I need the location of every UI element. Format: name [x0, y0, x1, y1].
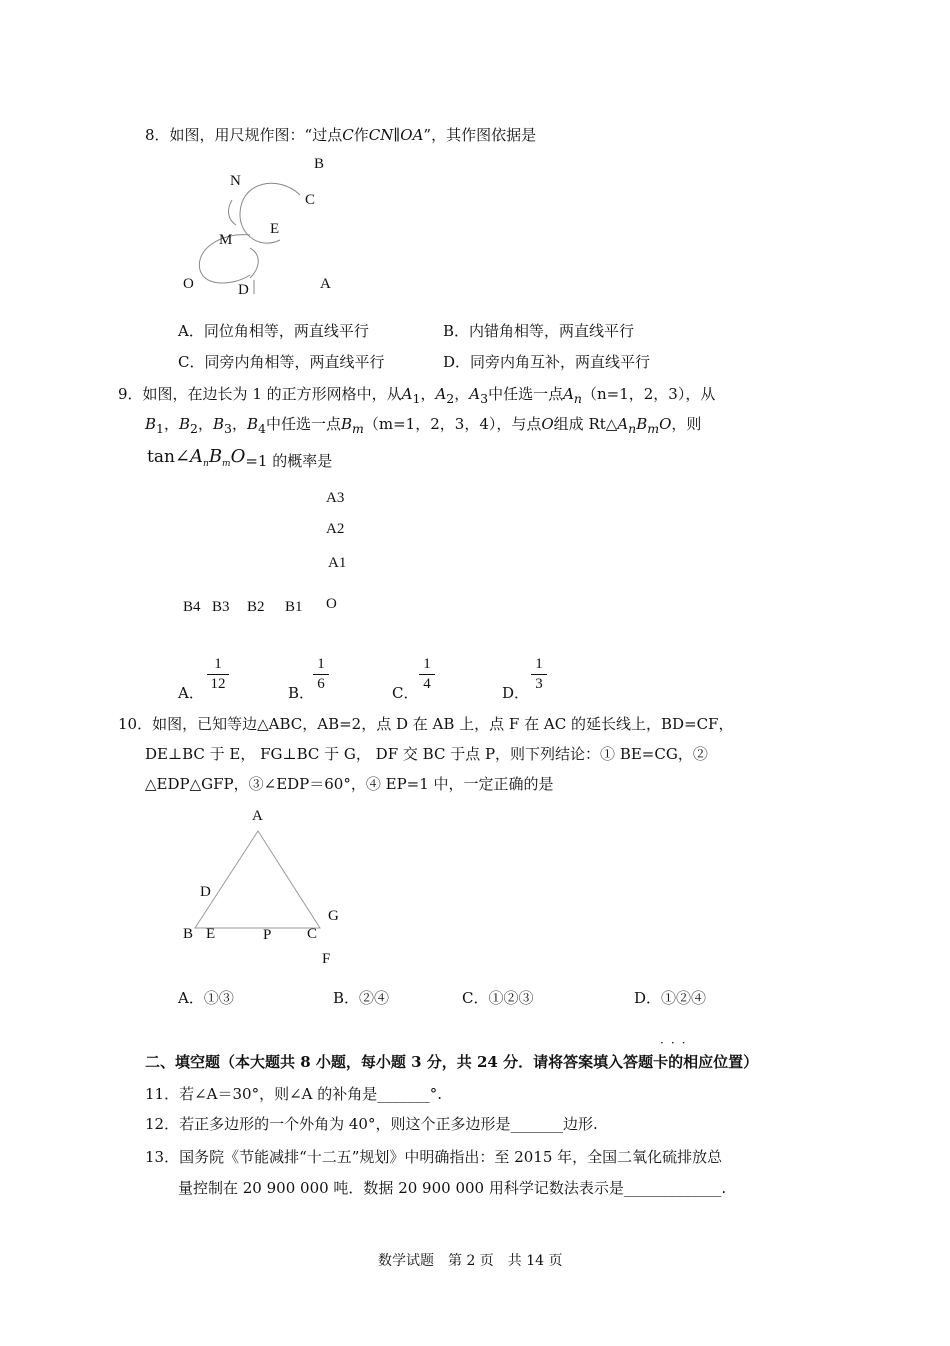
section2-emphasis-dots: ··· [660, 1036, 693, 1050]
q13-line1: 13．国务院《节能减排“十二五”规划》中明确指出：至 2015 年，全国二氧化硫排放总 [145, 1148, 723, 1166]
q9-option-c[interactable]: C． [392, 684, 419, 702]
q8-label-n: N [230, 173, 241, 189]
q9-grid-a2: A2 [326, 521, 345, 537]
q10-label-f: F [322, 951, 331, 967]
q9-grid-a3: A3 [326, 490, 345, 506]
q9-option-b-fraction: 1 6 [313, 656, 329, 693]
q10-label-c: C [307, 926, 318, 942]
q9-grid-b1: B1 [285, 599, 303, 615]
q8-label-e: E [270, 221, 280, 237]
q10-label-a: A [252, 808, 263, 824]
q9-grid-a1: A1 [328, 555, 347, 571]
q8-option-a[interactable]: A．同位角相等，两直线平行 [178, 322, 369, 340]
q10-label-e: E [206, 926, 216, 942]
q9-stem-line2: $B_1$，$B_2$，$B_3$，$B_4$中任选一点$B_m(m=1$，2，3，4），与点O组成 $Rt\triangle A_nB_mO$，则 [145, 415, 702, 436]
q9-grid-b4: B4 [183, 599, 201, 615]
q10-option-b[interactable]: B．②④ [333, 989, 390, 1007]
q8-arc-upper-small [229, 200, 236, 225]
q10-label-p: P [263, 927, 272, 943]
q9-stem-line1: 9．如图，在边长为 1 的正方形网格中，从$A_1$，$A_2$，$A_3$中任选一点$A_n(n=1$，2，3），从 [118, 385, 716, 406]
page-footer: 数学试题 第 2 页 共 14 页 [378, 1253, 563, 1269]
q10-stem-line3: △EDP△GFP，③∠EDP＝60°，④ EP=1 中，一定正确的是 [145, 775, 554, 793]
q8-label-d: D [238, 282, 249, 298]
q9-option-c-fraction: 1 4 [419, 656, 435, 693]
q12-text: 12．若正多边形的一个外角为 40°，则这个正多边形是_______边形. [145, 1115, 598, 1133]
section2-title: 二、填空题（本大题共 8 小题，每小题 3 分，共 24 分．请将答案填入答题卡的相应位置） [145, 1053, 759, 1071]
q8-option-b[interactable]: B．内错角相等，两直线平行 [443, 322, 635, 340]
q9-grid-b3: B3 [212, 599, 230, 615]
q11-text: 11．若∠A＝30°，则∠A 的补角是_______°. [145, 1085, 443, 1103]
q8-label-a: A [320, 276, 331, 292]
q8-option-c[interactable]: C．同旁内角相等，两直线平行 [178, 353, 385, 371]
q10-label-b: B [183, 926, 194, 942]
q9-option-b[interactable]: B． [288, 684, 315, 702]
q10-label-g: G [328, 908, 339, 924]
q10-label-d: D [200, 884, 211, 900]
q9-grid-b2: B2 [247, 599, 265, 615]
q8-stem: 8．如图，用尺规作图：“过点C作CN∥OA”，其作图依据是 [145, 126, 537, 144]
q9-option-a-fraction: 1 12 [207, 656, 229, 693]
q9-option-d-fraction: 1 3 [531, 656, 547, 693]
q8-arc-lower-small [250, 248, 258, 278]
q10-option-c[interactable]: C．①②③ [462, 989, 534, 1007]
q8-label-c: C [305, 192, 316, 208]
q9-grid-o: O [326, 596, 337, 612]
q10-stem-line2: DE⊥BC 于 E， FG⊥BC 于 G， DF 交 BC 于点 P，则下列结论：① BE=CG，② [145, 745, 708, 763]
q9-stem-line3: $\tan\angle A_nB_mO=1$ 的概率是 [147, 446, 333, 470]
q10-triangle [195, 831, 320, 928]
q8-label-o: O [183, 276, 194, 292]
q8-label-m: M [219, 232, 233, 248]
q8-figure [190, 170, 340, 310]
q8-label-b: B [314, 156, 325, 172]
q9-option-d[interactable]: D． [502, 684, 530, 702]
q13-line2: 量控制在 20 900 000 吨．数据 20 900 000 用科学记数法表示是_____________. [178, 1179, 727, 1197]
q10-option-d[interactable]: D．①②④ [634, 989, 707, 1007]
q8-option-d[interactable]: D．同旁内角互补，两直线平行 [443, 353, 651, 371]
q9-option-a[interactable]: A． [178, 684, 204, 702]
q10-option-a[interactable]: A．①③ [178, 989, 234, 1007]
q10-stem-line1: 10．如图，已知等边△ABC，AB=2，点 D 在 AB 上，点 F 在 AC 的延长线上，BD=CF， [118, 715, 734, 733]
